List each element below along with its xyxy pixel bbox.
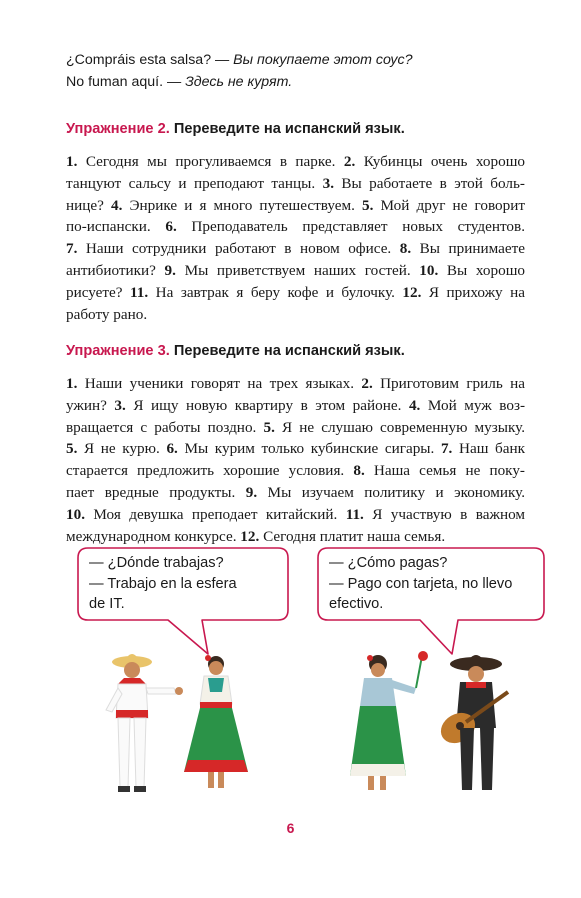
sentence-text: Я ищу новую квартиру в этом районе. xyxy=(125,396,409,414)
example-2-ru: Здесь не курят. xyxy=(185,74,293,90)
sentence-text: Сегодня мы прогуливаемся в парке. xyxy=(77,153,344,170)
item-number: 4. xyxy=(110,196,123,214)
red-flower-icon xyxy=(418,651,428,661)
sentence-text: Мы изучаем политику и экономику. xyxy=(257,483,525,501)
item-number: 10. xyxy=(419,261,439,279)
speech-bubble-right-text xyxy=(329,553,512,615)
bubble-left-line-1: — ¿Dónde trabajas? xyxy=(89,555,224,571)
example-1-dash: — xyxy=(211,52,234,68)
bubble-right-line-1: — ¿Cómo pagas? xyxy=(329,555,448,571)
exercise3-line xyxy=(66,417,525,439)
item-number: 5. xyxy=(263,418,275,436)
woman-in-green-skirt-figure xyxy=(184,655,248,788)
sentence-text: Мы приветствуем наших гостей. xyxy=(175,261,420,279)
exercise3-line xyxy=(66,482,525,504)
example-1-ru: Вы покупаете этот соус? xyxy=(233,52,413,68)
exercise-3-task: Переведите на испанский язык. xyxy=(173,343,405,359)
sentence-text: Мы курим только кубинские сигары. xyxy=(177,440,441,458)
sentence-text: Кубинцы очень хорошо xyxy=(355,153,525,170)
sentence-text: Приготовим гриль на xyxy=(372,375,525,392)
exercise3-line xyxy=(66,438,525,460)
sentence-text: работу рано. xyxy=(66,305,148,323)
bubble-right-line-2: — Pago con tarjeta, no llevo xyxy=(329,575,513,592)
mariachi-with-guitar-figure xyxy=(435,655,508,790)
exercise-2-task: Переведите на испанский язык. xyxy=(173,121,405,137)
exercise2-line xyxy=(66,260,525,282)
exercise3-line xyxy=(66,395,525,417)
sentence-text: Я участвую в важном xyxy=(363,505,525,523)
example-1 xyxy=(66,52,412,68)
illustration-left-couple xyxy=(96,648,266,798)
item-number: 12. xyxy=(402,283,422,301)
sentence-text: Моя девушка преподает китайский. xyxy=(84,505,346,523)
item-number: 10. xyxy=(66,505,85,523)
item-number: 1. xyxy=(66,153,78,170)
item-number: 6. xyxy=(166,440,178,458)
example-2-es: No fuman aquí. xyxy=(66,74,164,90)
sentence-text: Энрике и я много путешествуем. xyxy=(122,196,363,214)
example-2 xyxy=(66,74,292,90)
example-2-dash: — xyxy=(163,74,186,90)
exercise2-line xyxy=(66,304,525,326)
item-number: 2. xyxy=(361,375,373,392)
sentence-text: рисуете? xyxy=(66,283,130,301)
example-1-es: ¿Compráis esta salsa? xyxy=(66,52,212,68)
exercise2-line xyxy=(66,173,525,195)
sentence-text: Я не курю. xyxy=(77,440,167,458)
sentence-text: нице? xyxy=(66,196,111,214)
item-number: 12. xyxy=(240,527,260,545)
sentence-text: Сегодня платит наша семья. xyxy=(259,527,446,545)
illustration-right-couple xyxy=(340,648,530,798)
exercise3-line xyxy=(66,373,525,395)
sentence-text: пает вредные продукты. xyxy=(66,483,246,501)
sentence-text: Вы хорошо xyxy=(438,261,525,279)
item-number: 3. xyxy=(114,396,126,414)
sentence-text: Наши ученики говорят на трех языках. xyxy=(77,375,362,392)
sentence-text: антибиотики? xyxy=(66,261,165,279)
bubble-left-line-2: — Trabajo en la esfera xyxy=(89,575,237,592)
sentence-text: вращается с работы поздно. xyxy=(66,418,264,436)
exercise2-line xyxy=(66,216,525,238)
page-number: 6 xyxy=(286,820,295,836)
exercise-3-label: Упражнение 3. xyxy=(66,343,170,359)
item-number: 7. xyxy=(66,240,78,258)
sentence-text: Я не слушаю современную музыку. xyxy=(274,418,525,436)
exercise3-line xyxy=(66,460,525,482)
exercise2-line xyxy=(66,282,525,304)
item-number: 3. xyxy=(322,174,334,192)
sentence-text: Мой муж воз- xyxy=(420,396,526,414)
item-number: 4. xyxy=(408,396,421,414)
sentence-text: На завтрак я беру кофе и булочку. xyxy=(148,283,403,301)
sentence-text: Вы принимаете xyxy=(411,240,525,258)
exercise-3-heading xyxy=(66,343,405,359)
sentence-text: старается предложить хорошие условия. xyxy=(66,462,354,480)
sentence-text: ужин? xyxy=(66,396,115,414)
sentence-text: Преподаватель представляет новых студентов. xyxy=(176,218,525,236)
item-number: 11. xyxy=(345,505,364,523)
item-number: 5. xyxy=(362,196,374,214)
item-number: 2. xyxy=(343,153,356,170)
bubble-right-line-3: efectivo. xyxy=(329,596,384,612)
item-number: 9. xyxy=(164,261,176,279)
woman-with-flower-figure xyxy=(350,651,428,790)
item-number: 11. xyxy=(130,283,149,301)
exercise3-line xyxy=(66,504,525,526)
item-number: 7. xyxy=(440,440,453,458)
item-number: 1. xyxy=(66,375,78,392)
exercise-2-heading xyxy=(66,121,405,137)
sentence-text: танцуют сальсу и преподают танцы. xyxy=(66,174,323,192)
sentence-text: по-испански. xyxy=(66,218,166,236)
sentence-text: Наши сотрудники работают в новом офисе. xyxy=(77,240,400,258)
exercise3-line xyxy=(66,526,525,548)
exercise-2-label: Упражнение 2. xyxy=(66,121,170,137)
exercise2-line xyxy=(66,151,525,173)
exercise-3-text xyxy=(66,373,525,547)
bubble-left-line-3: de IT. xyxy=(89,596,125,612)
item-number: 6. xyxy=(165,218,177,236)
sentence-text: Наш банк xyxy=(452,440,525,458)
sentence-text: Наша семья не поку- xyxy=(364,462,525,480)
sentence-text: Я прихожу на xyxy=(421,283,526,301)
exercise2-line xyxy=(66,238,525,260)
item-number: 5. xyxy=(66,440,78,458)
exercise2-line xyxy=(66,195,525,217)
sentence-text: Мой друг не говорит xyxy=(373,196,526,214)
speech-bubble-left-text xyxy=(89,553,237,615)
item-number: 9. xyxy=(245,483,258,501)
item-number: 8. xyxy=(353,462,365,480)
exercise-2-text xyxy=(66,151,525,325)
sentence-text: Вы работаете в этой боль- xyxy=(333,174,525,192)
man-in-sombrero-figure xyxy=(106,654,183,792)
sentence-text: международном конкурсе. xyxy=(66,527,241,545)
item-number: 8. xyxy=(399,240,412,258)
